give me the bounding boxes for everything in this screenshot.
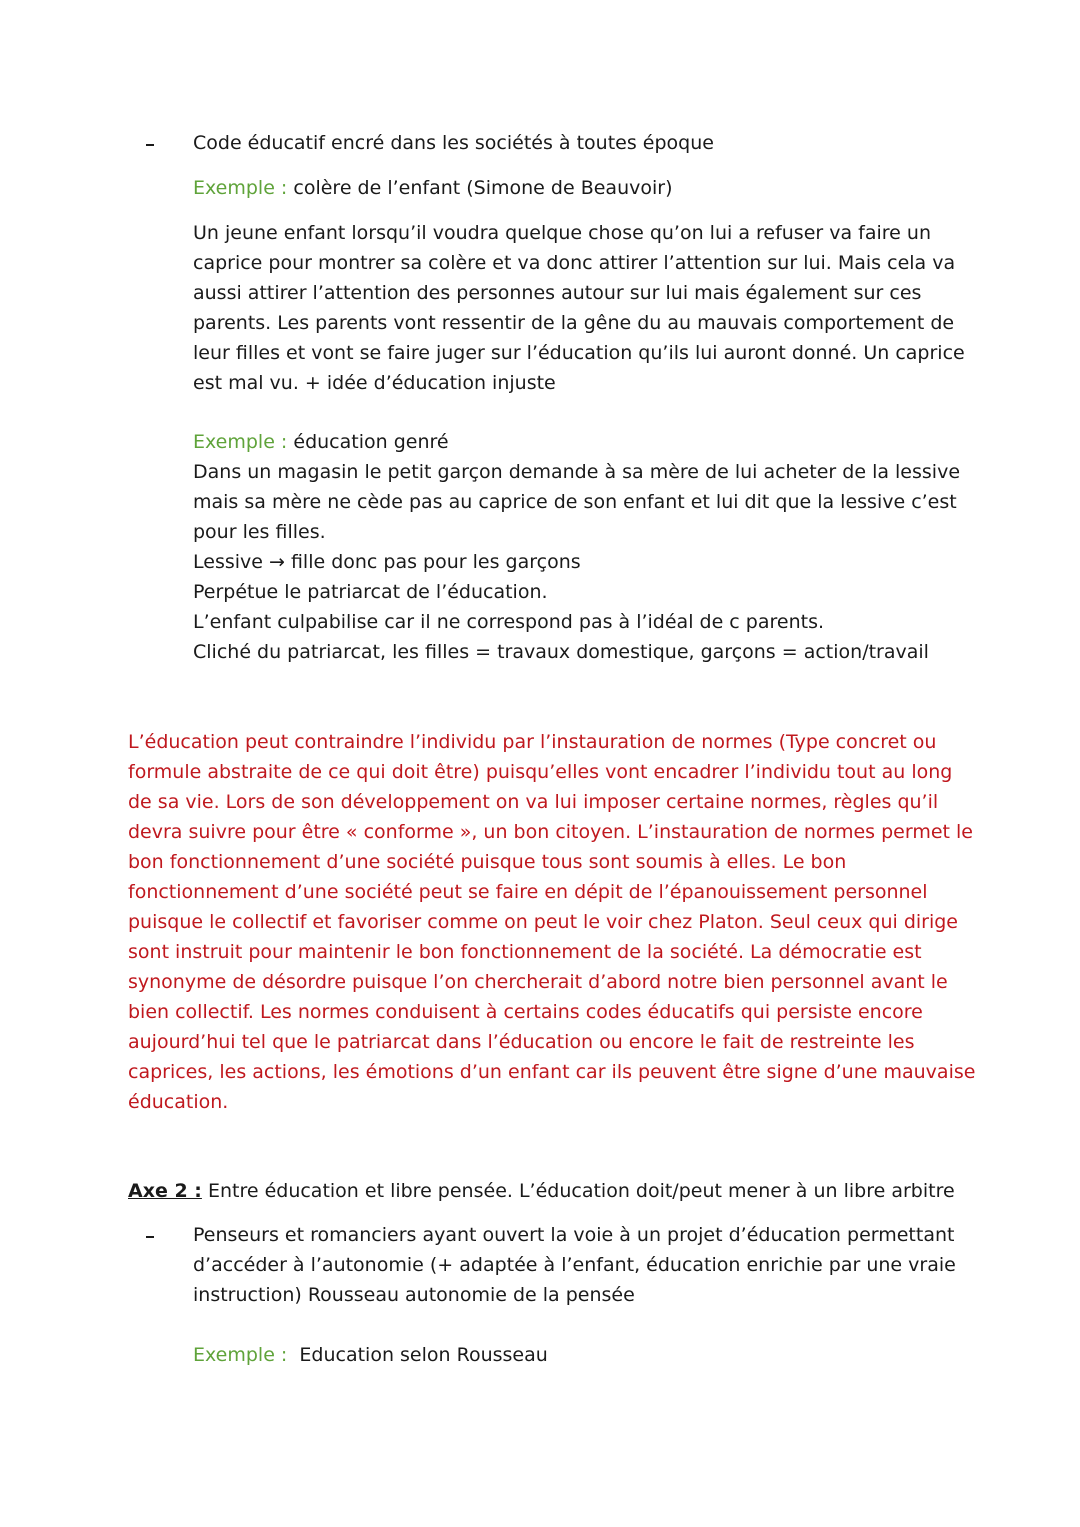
conclusion-line: éducation. [128, 1091, 229, 1113]
example-label: Exemple : [193, 177, 288, 199]
conclusion-line: formule abstraite de ce qui doit être) puisqu’elles vont encadrer l’individu tout au long [128, 761, 953, 783]
conclusion-line: sont instruit pour maintenir le bon fonctionnement de la société. La démocratie est [128, 941, 922, 963]
conclusion-line: devra suivre pour être « conforme », un bon citoyen. L’instauration de normes permet le [128, 821, 973, 843]
conclusion-line: L’éducation peut contraindre l’individu par l’instauration de normes (Type concret ou [128, 731, 937, 753]
conclusion-line: caprices, les actions, les émotions d’un enfant car ils peuvent être signe d’une mauvaise [128, 1061, 976, 1083]
bullet-dash [146, 144, 154, 146]
example-2-line: mais sa mère ne cède pas au caprice de son enfant et lui dit que la lessive c’est [193, 491, 957, 513]
example-1-heading [193, 173, 672, 203]
example-title: éducation genré [293, 431, 449, 453]
conclusion-line: de sa vie. Lors de son développement on va lui imposer certaine normes, règles qu’il [128, 791, 939, 813]
example-1-line: est mal vu. + idée d’éducation injuste [193, 372, 556, 394]
conclusion-line: bon fonctionnement d’une société puisque tous sont soumis à elles. Le bon [128, 851, 847, 873]
conclusion-line: synonyme de désordre puisque l’on chercherait d’abord notre bien personnel avant le [128, 971, 948, 993]
example-label: Exemple : [193, 1344, 288, 1366]
example-label: Exemple : [193, 431, 288, 453]
example-2-line: Lessive → fille donc pas pour les garçons [193, 551, 581, 573]
axe-2-bullet-line: d’accéder à l’autonomie (+ adaptée à l’enfant, éducation enrichie par une vraie [193, 1254, 956, 1276]
axe-2-heading [128, 1176, 955, 1206]
axe-2-bullet-line: instruction) Rousseau autonomie de la pensée [193, 1284, 635, 1306]
example-1-line: caprice pour montrer sa colère et va donc attirer l’attention sur lui. Mais cela va [193, 252, 956, 274]
example-title: Education selon Rousseau [299, 1344, 548, 1366]
example-2-line: Cliché du patriarcat, les filles = travaux domestique, garçons = action/travail [193, 641, 929, 663]
conclusion-line: aujourd’hui tel que le patriarcat dans l’éducation ou encore le fait de restreinte les [128, 1031, 915, 1053]
example-2-line: pour les filles. [193, 521, 326, 543]
example-1-line: Un jeune enfant lorsqu’il voudra quelque chose qu’on lui a refuser va faire un [193, 222, 931, 244]
axe-label: Axe 2 : [128, 1180, 202, 1202]
example-1-line: aussi attirer l’attention des personnes autour sur lui mais également sur ces [193, 282, 922, 304]
bullet-dash [146, 1236, 154, 1238]
conclusion-line: fonctionnement d’une société peut se faire en dépit de l’épanouissement personnel [128, 881, 928, 903]
example-1-line: leur filles et vont se faire juger sur l’éducation qu’ils lui auront donné. Un caprice [193, 342, 965, 364]
example-title: colère de l’enfant (Simone de Beauvoir) [293, 177, 673, 199]
example-2-heading [193, 427, 449, 457]
axe-2-example-heading [193, 1340, 548, 1370]
example-2-line: Perpétue le patriarcat de l’éducation. [193, 581, 548, 603]
example-2-line: Dans un magasin le petit garçon demande à sa mère de lui acheter de la lessive [193, 461, 961, 483]
example-1-line: parents. Les parents vont ressentir de la gêne du au mauvais comportement de [193, 312, 955, 334]
conclusion-line: bien collectif. Les normes conduisent à certains codes éducatifs qui persiste encore [128, 1001, 923, 1023]
example-2-line: L’enfant culpabilise car il ne correspond pas à l’idéal de c parents. [193, 611, 825, 633]
conclusion-line: puisque le collectif et favoriser comme on peut le voir chez Platon. Seul ceux qui dirige [128, 911, 958, 933]
axe-title: Entre éducation et libre pensée. L’éducation doit/peut mener à un libre arbitre [207, 1180, 955, 1202]
axe-2-bullet-line: Penseurs et romanciers ayant ouvert la voie à un projet d’éducation permettant [193, 1224, 955, 1246]
bullet-text: Code éducatif encré dans les sociétés à toutes époque [193, 132, 714, 154]
